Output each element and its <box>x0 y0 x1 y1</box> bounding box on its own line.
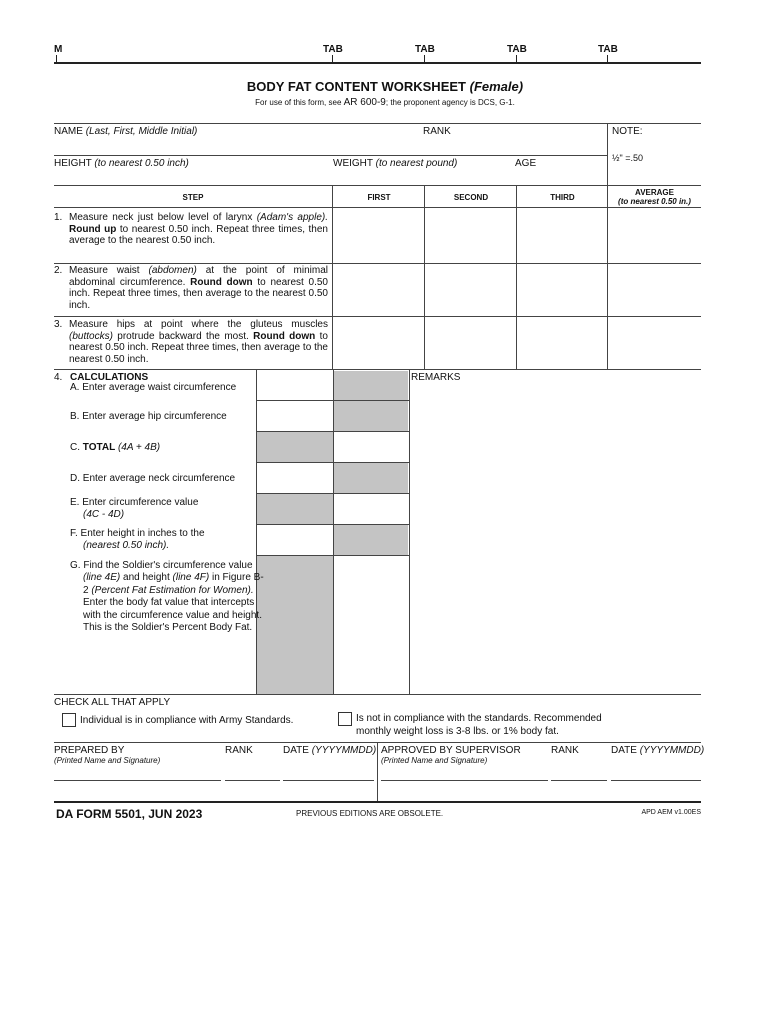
subtitle-reference: AR 600-9 <box>343 97 386 108</box>
date-label-prepared: DATE (YYYYMMDD) <box>283 745 377 756</box>
calc-g-label: G. Find the Soldier's circumference value (line 4E) and height (line 4F) in Figure B-2 (Percent Fat Estimation for Women). Enter the body fat value that intercepts with the circumference value and height. This is the Soldier's Percent Body Fat. <box>70 560 264 634</box>
header-average-hint: (to nearest 0.50 in.) <box>618 197 691 206</box>
signature-line <box>283 780 374 781</box>
rule <box>54 123 701 124</box>
hips-second-input[interactable] <box>425 317 516 369</box>
signature-line <box>225 780 280 781</box>
remarks-input[interactable] <box>411 386 701 692</box>
prepared-by-hint: (Printed Name and Signature) <box>54 756 161 765</box>
rule <box>54 155 607 156</box>
header-third: THIRD <box>550 193 575 202</box>
calc-f-label: F. Enter height in inches to the (nearest 0.50 inch). <box>70 528 205 552</box>
header-average: AVERAGE <box>635 188 674 197</box>
check-heading: CHECK ALL THAT APPLY <box>54 697 171 708</box>
noncompliance-checkbox[interactable] <box>338 712 352 726</box>
form-number: DA FORM 5501, JUN 2023 <box>56 807 203 821</box>
rank-label-approved: RANK <box>551 745 579 756</box>
step-2: 2. Measure waist (abdomen) at the point of minimal abdominal circumference. Round down to nearest 0.50 inch. Repeat three times, then average to the nearest 0.50 inch. <box>54 265 329 311</box>
vline <box>409 369 410 694</box>
vline <box>377 742 378 802</box>
height-label: HEIGHT (to nearest 0.50 inch) <box>54 158 189 169</box>
tab-label-1: TAB <box>323 44 343 55</box>
form-title-suffix: (Female) <box>469 79 524 94</box>
approved-date-input[interactable] <box>611 766 701 780</box>
signature-line <box>551 780 607 781</box>
header-second: SECOND <box>453 193 489 202</box>
calc-f-input[interactable] <box>257 525 333 555</box>
waist-first-input[interactable] <box>333 264 424 316</box>
calc-e-label: E. Enter circumference value (4C - 4D) <box>70 497 199 521</box>
calc-c-input[interactable] <box>334 432 408 462</box>
shaded-cell <box>334 371 408 431</box>
step-1: 1. Measure neck just below level of larynx (Adam's apple). Round up to nearest 0.50 inch. Repeat three times, then average to the nearest 0.50 inch. <box>54 212 329 247</box>
prepared-rank-input[interactable] <box>225 766 280 780</box>
tab-label-3: TAB <box>507 44 527 55</box>
approved-by-label: APPROVED BY SUPERVISOR <box>381 745 521 756</box>
subtitle-text: For use of this form, see <box>255 98 344 107</box>
shaded-cell <box>257 494 333 524</box>
rule <box>54 185 701 186</box>
subtitle-agency: ; the proponent agency is DCS, G-1. <box>385 98 515 107</box>
signature-line <box>611 780 701 781</box>
vline <box>607 123 608 185</box>
note-label: NOTE: <box>612 126 643 137</box>
calc-g-input[interactable] <box>334 556 408 694</box>
calc-b-label: B. Enter average hip circumference <box>70 411 227 422</box>
footer-rule <box>54 801 701 803</box>
calc-title: CALCULATIONS <box>70 372 149 383</box>
age-label: AGE <box>515 158 537 169</box>
approved-by-hint: (Printed Name and Signature) <box>381 756 488 765</box>
calc-number: 4. <box>54 372 63 383</box>
rule <box>54 369 701 370</box>
shaded-cell <box>257 432 333 462</box>
prepared-by-input[interactable] <box>54 766 221 780</box>
calc-c-label: C. TOTAL (4A + 4B) <box>70 442 161 453</box>
noncompliance-label: Is not in compliance with the standards. Recommended monthly weight loss is 3-8 lbs. or 1% body fat. <box>356 713 602 737</box>
rule <box>54 694 701 695</box>
remarks-label: REMARKS <box>411 372 461 383</box>
shaded-cell <box>334 463 408 493</box>
height-weight-age-field[interactable] <box>56 170 606 184</box>
calc-b-input[interactable] <box>257 401 333 431</box>
approved-by-input[interactable] <box>381 766 548 780</box>
prepared-date-input[interactable] <box>283 766 374 780</box>
note-value: ½" =.50 <box>612 153 643 163</box>
calc-d-label: D. Enter average neck circumference <box>70 473 236 484</box>
signature-line <box>54 780 221 781</box>
tab-label-4: TAB <box>598 44 618 55</box>
top-rule <box>54 62 701 64</box>
name-label: NAME (Last, First, Middle Initial) <box>54 126 198 137</box>
name-rank-field[interactable] <box>56 139 606 154</box>
signature-line <box>381 780 548 781</box>
weight-label: WEIGHT (to nearest pound) <box>333 158 458 169</box>
step-3: 3. Measure hips at point where the gluteus muscles (buttocks) protrude backward the most. Round down to nearest 0.50 inch. Repeat three times, then average to the nearest 0.50 inch. <box>54 319 328 365</box>
neck-first-input[interactable] <box>333 208 424 263</box>
calc-d-input[interactable] <box>257 463 333 493</box>
calc-e-input[interactable] <box>334 494 408 524</box>
prepared-by-label: PREPARED BY <box>54 745 125 756</box>
neck-second-input[interactable] <box>425 208 516 263</box>
waist-second-input[interactable] <box>425 264 516 316</box>
shaded-cell <box>257 556 333 694</box>
waist-average-input[interactable] <box>608 264 701 316</box>
hips-average-input[interactable] <box>608 317 701 369</box>
calc-a-label: A. Enter average waist circumference <box>70 382 237 393</box>
header-first: FIRST <box>367 193 391 202</box>
tab-label-2: TAB <box>415 44 435 55</box>
calc-a-input[interactable] <box>257 371 333 400</box>
version-label: APD AEM v1.00ES <box>641 809 701 816</box>
approved-rank-input[interactable] <box>551 766 607 780</box>
waist-third-input[interactable] <box>517 264 607 316</box>
hips-first-input[interactable] <box>333 317 424 369</box>
form-title <box>0 79 770 94</box>
date-label-approved: DATE (YYYYMMDD) <box>611 745 705 756</box>
obsolete-notice: PREVIOUS EDITIONS ARE OBSOLETE. <box>296 809 444 818</box>
hips-third-input[interactable] <box>517 317 607 369</box>
header-step: STEP <box>182 193 204 202</box>
rank-label: RANK <box>423 126 451 137</box>
form-subtitle <box>0 97 770 108</box>
compliance-label: Individual is in compliance with Army Standards. <box>80 715 294 726</box>
neck-third-input[interactable] <box>517 208 607 263</box>
rank-label-prepared: RANK <box>225 745 253 756</box>
compliance-checkbox[interactable] <box>62 713 76 727</box>
neck-average-input[interactable] <box>608 208 701 263</box>
shaded-cell <box>334 525 408 555</box>
corner-label: M <box>54 44 63 55</box>
form-title-text: BODY FAT CONTENT WORKSHEET <box>246 79 466 94</box>
